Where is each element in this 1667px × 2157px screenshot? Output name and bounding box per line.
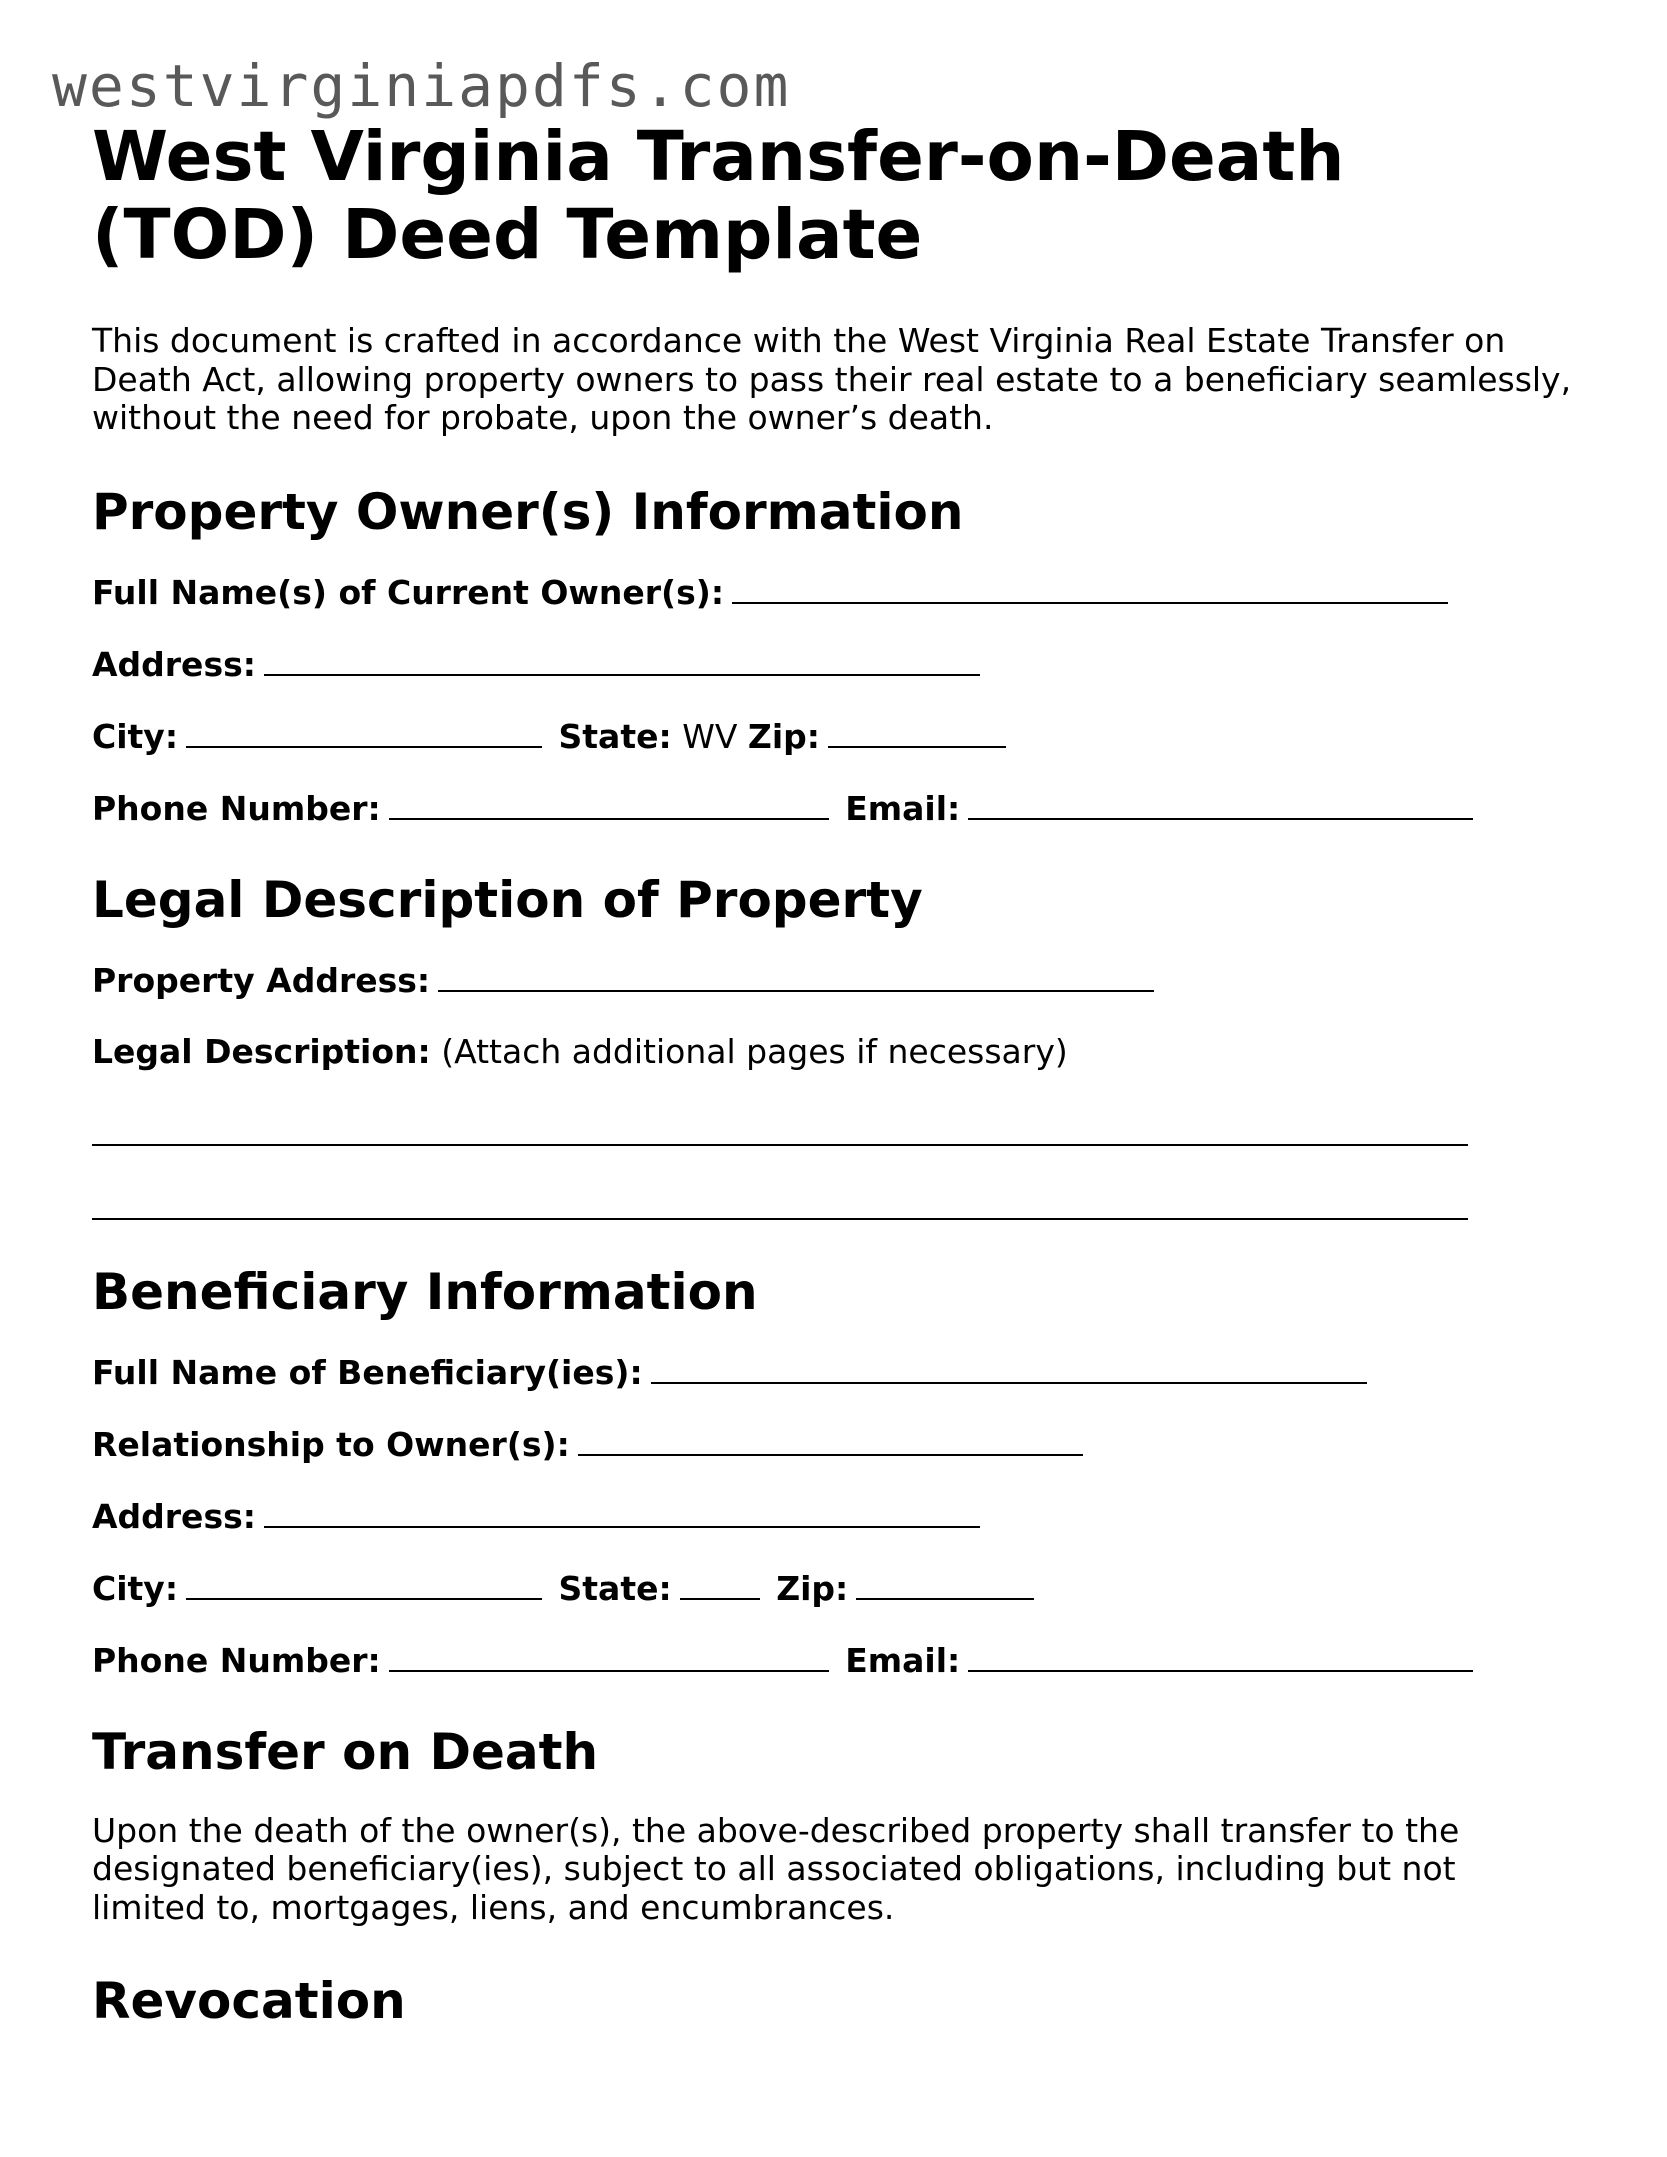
owner-phone-label: Phone Number:: [92, 788, 381, 828]
owner-address-field[interactable]: [264, 644, 980, 676]
document-title: West Virginia Transfer-on-Death (TOD) Deed Template: [92, 117, 1345, 275]
owner-phone-email-row: [92, 788, 1572, 828]
beneficiary-city-field[interactable]: [186, 1568, 542, 1600]
legal-description-line-2[interactable]: [92, 1178, 1468, 1220]
site-watermark: westvirginiapdfs.com: [52, 52, 791, 120]
owner-city-field[interactable]: [186, 716, 542, 748]
owner-zip-field[interactable]: [828, 716, 1006, 748]
transfer-section-heading: Transfer on Death: [92, 1722, 599, 1781]
owner-full-name-field[interactable]: [732, 572, 1448, 604]
owner-phone-field[interactable]: [389, 788, 829, 820]
beneficiary-state-label: State:: [558, 1568, 672, 1608]
beneficiary-phone-label: Phone Number:: [92, 1640, 381, 1680]
beneficiary-address-field[interactable]: [264, 1496, 980, 1528]
owner-city-state-zip-row: [92, 716, 1572, 756]
owner-address-label: Address:: [92, 644, 256, 684]
beneficiary-state-field[interactable]: [680, 1568, 760, 1600]
owner-state-label: State:: [558, 716, 672, 756]
owner-city-label: City:: [92, 716, 179, 756]
beneficiary-full-name-row: [92, 1352, 1572, 1392]
owner-state-value: WV: [682, 716, 738, 756]
beneficiary-address-row: [92, 1496, 1572, 1536]
legal-section-heading: Legal Description of Property: [92, 870, 923, 929]
beneficiary-email-label: Email:: [845, 1640, 961, 1680]
beneficiary-full-name-field[interactable]: [651, 1352, 1367, 1384]
property-address-row: [92, 960, 1572, 1000]
legal-description-line-1[interactable]: [92, 1104, 1468, 1146]
beneficiary-zip-label: Zip:: [776, 1568, 849, 1608]
owner-email-field[interactable]: [968, 788, 1473, 820]
intro-paragraph: This document is crafted in accordance with the West Virginia Real Estate Transfer on Death Act, allowing property owners to pass their real estate to a beneficiary seamlessly, without the need for probate, upon the owner’s death.: [92, 321, 1572, 437]
document-page: [92, 118, 1572, 2061]
beneficiary-phone-field[interactable]: [389, 1640, 829, 1672]
beneficiary-full-name-label: Full Name of Beneficiary(ies):: [92, 1352, 643, 1392]
beneficiary-relationship-label: Relationship to Owner(s):: [92, 1424, 570, 1464]
revocation-section-heading: Revocation: [92, 1972, 406, 2030]
beneficiary-phone-email-row: [92, 1640, 1572, 1680]
beneficiary-city-state-zip-row: [92, 1568, 1572, 1608]
beneficiary-city-label: City:: [92, 1568, 179, 1608]
owner-full-name-label: Full Name(s) of Current Owner(s):: [92, 572, 725, 612]
beneficiary-email-field[interactable]: [968, 1640, 1473, 1672]
legal-description-note: (Attach additional pages if necessary): [441, 1031, 1068, 1071]
owner-section-heading: Property Owner(s) Information: [92, 482, 964, 541]
legal-description-label: Legal Description:: [92, 1031, 431, 1071]
transfer-paragraph: Upon the death of the owner(s), the above-described property shall transfer to the designated beneficiary(ies), subject to all associated obligations, including but not limited to, mortgages, liens, and encumbrances.: [92, 1810, 1460, 1927]
property-address-field[interactable]: [438, 960, 1154, 992]
beneficiary-relationship-row: [92, 1424, 1572, 1464]
beneficiary-address-label: Address:: [92, 1496, 256, 1536]
owner-email-label: Email:: [845, 788, 961, 828]
owner-zip-label: Zip:: [747, 716, 820, 756]
property-address-label: Property Address:: [92, 960, 431, 1000]
beneficiary-zip-field[interactable]: [856, 1568, 1034, 1600]
owner-full-name-row: [92, 572, 1572, 612]
beneficiary-section-heading: Beneficiary Information: [92, 1262, 758, 1321]
beneficiary-relationship-field[interactable]: [578, 1424, 1083, 1456]
legal-description-row: [92, 1032, 1572, 1072]
owner-address-row: [92, 644, 1572, 684]
